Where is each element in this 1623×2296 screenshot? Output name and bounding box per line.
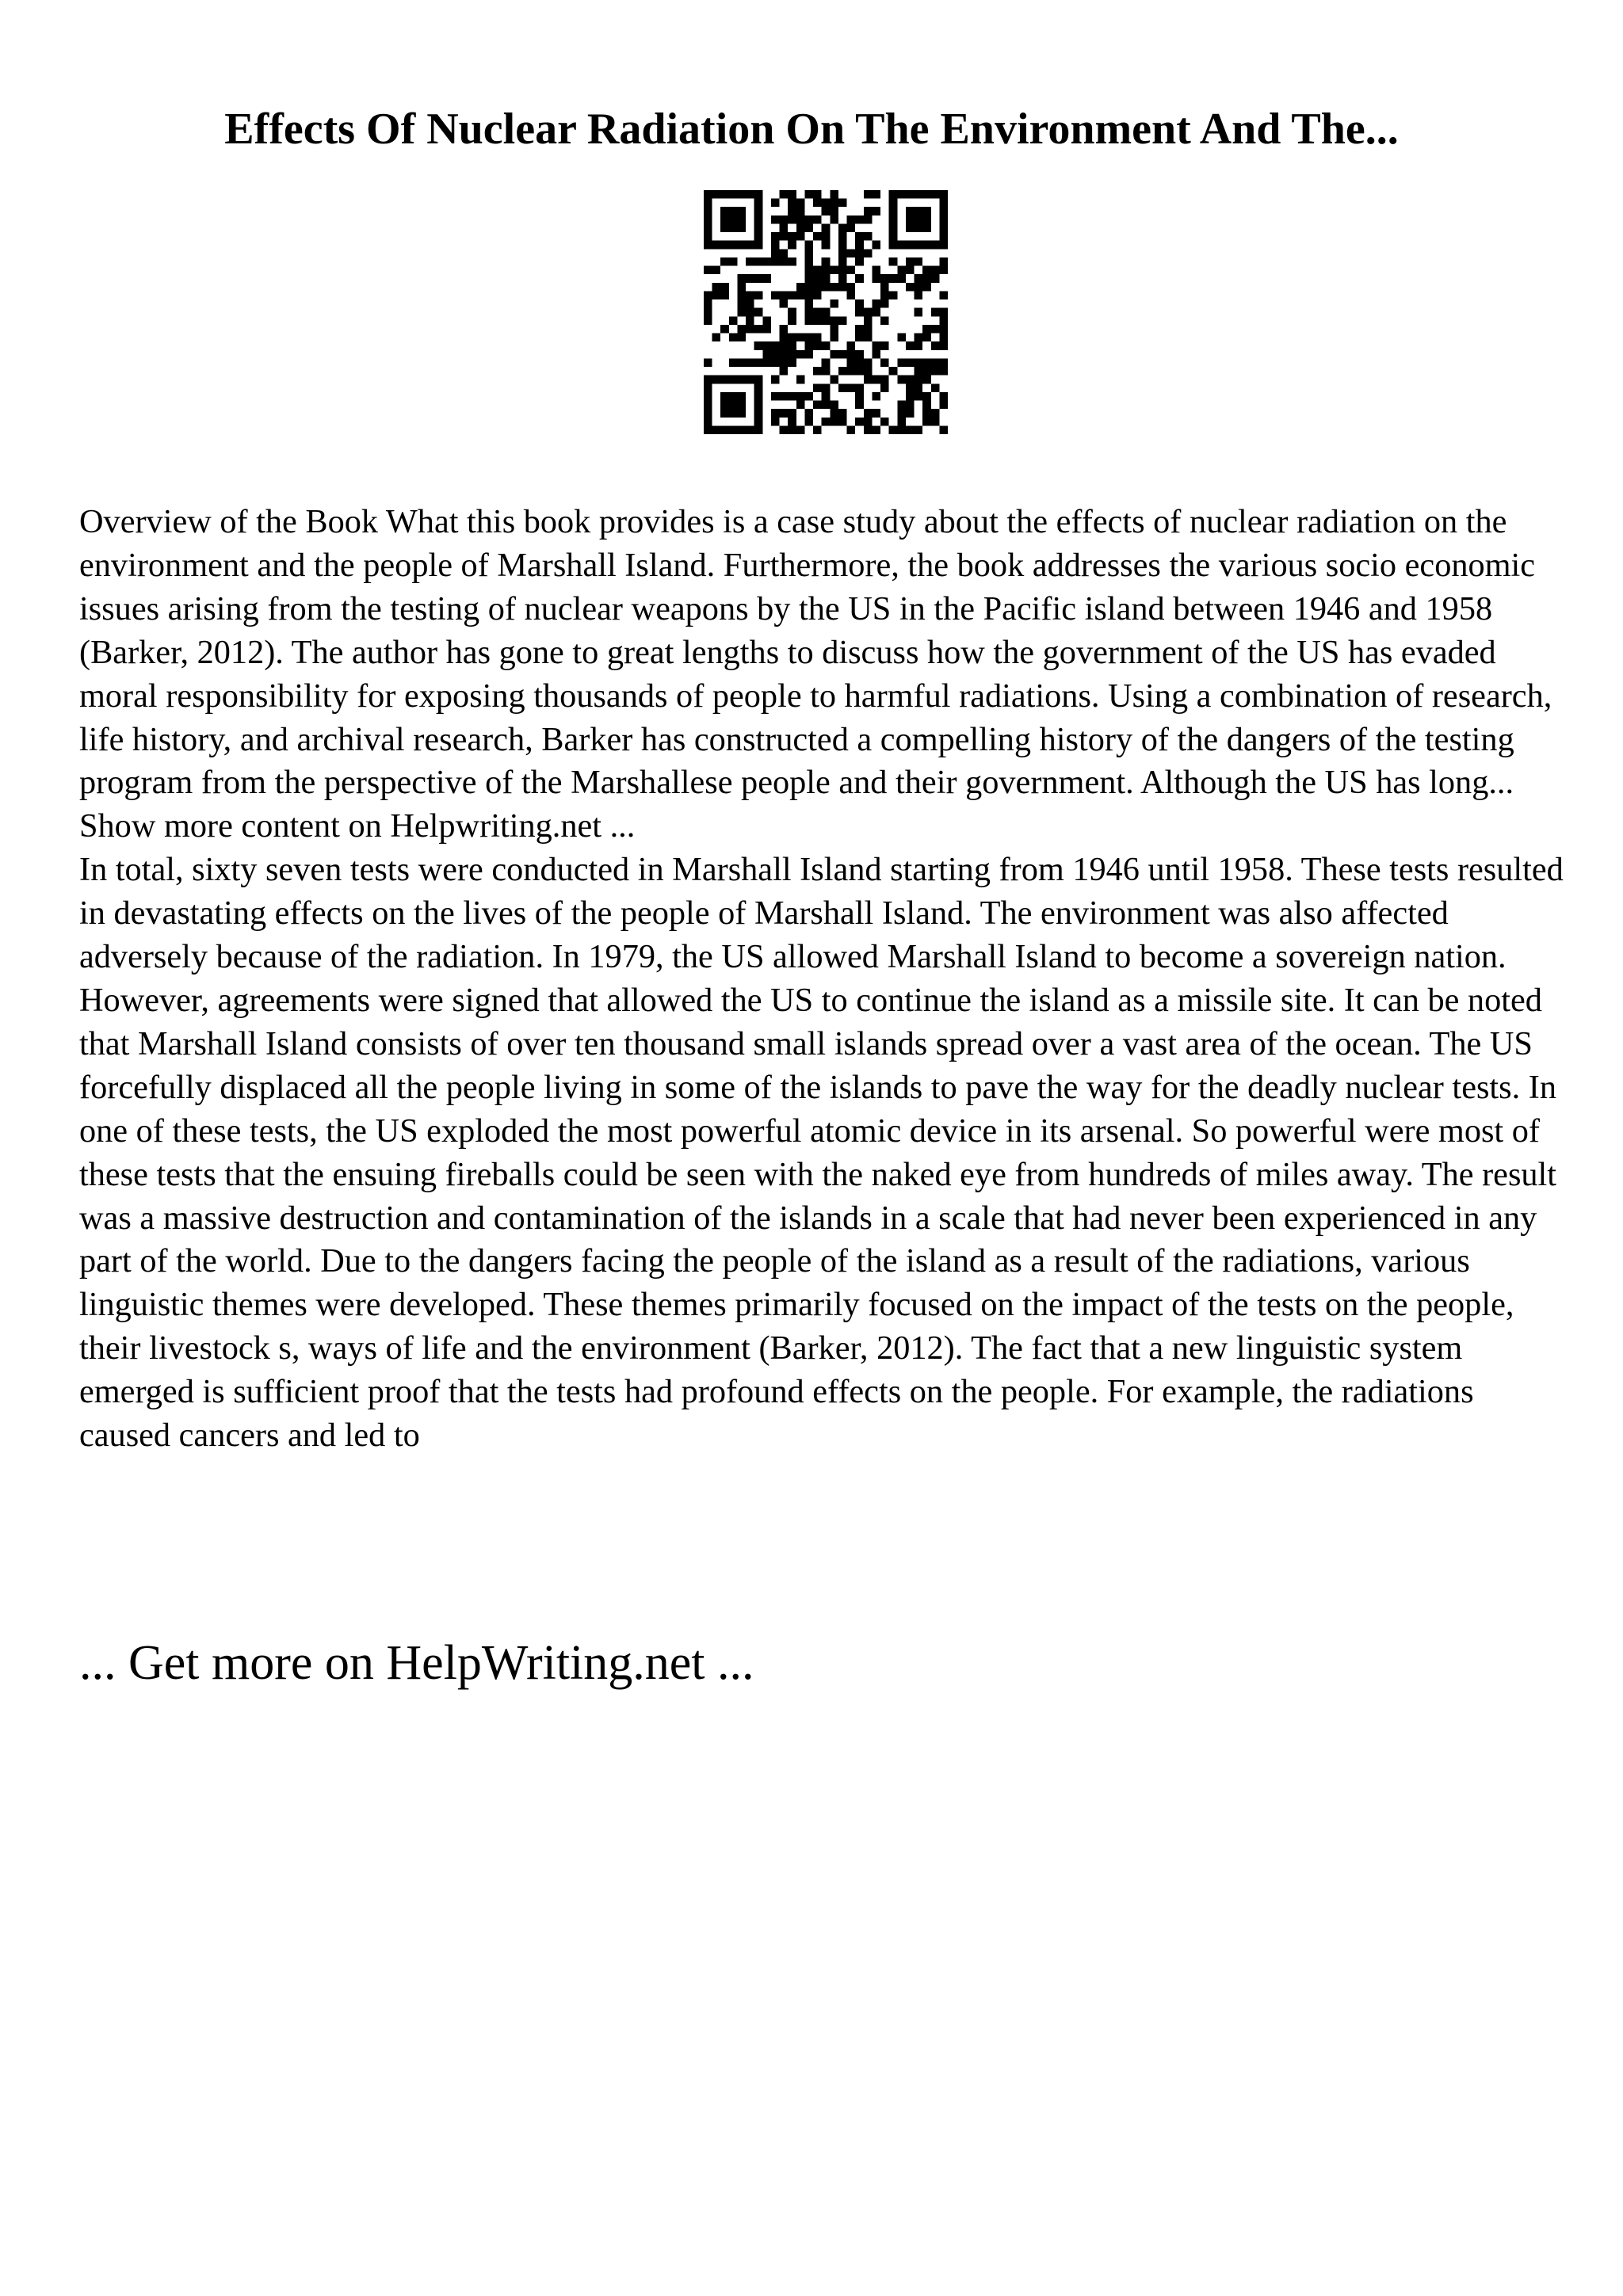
document-body bbox=[79, 501, 1569, 1458]
qr-code-icon bbox=[704, 190, 948, 434]
body-paragraph-tests: In total, sixty seven tests were conducted in Marshall Island starting from 1946 until 1958. These tests resulted in devastating effects on the lives of the people of Marshall Island. The environment was also affected adversely because of the radiation. In 1979, the US allowed Marshall Island to become a sovereign nation. However, agreements were signed that allowed the US to continue the island as a missile site. It can be noted that Marshall Island consists of over ten thousand small islands spread over a vast area of the ocean. The US forcefully displaced all the people living in some of the islands to pave the way for the deadly nuclear tests. In one of these tests, the US exploded the most powerful atomic device in its arsenal. So powerful were most of these tests that the ensuing fireballs could be seen with the naked eye from hundreds of miles away. The result was a massive destruction and contamination of the islands in a scale that had never been experienced in any part of the world. Due to the dangers facing the people of the island as a result of the radiations, various linguistic themes were developed. These themes primarily focused on the impact of the tests on the people, their livestock s, ways of life and the environment (Barker, 2012). The fact that a new linguistic system emerged is sufficient proof that the tests had profound effects on the people. For example, the radiations caused cancers and led to bbox=[79, 851, 1564, 1455]
body-paragraph-overview: Overview of the Book What this book provides is a case study about the effects of nuclear radiation on the environment and the people of Marshall Island. Furthermore, the book addresses the various socio economic issues arising from the testing of nuclear weapons by the US in the Pacific island between 1946 and 1958 (Barker, 2012). The author has gone to great lengths to discuss how the government of the US has evaded moral responsibility for exposing thousands of people to harmful radiations. Using a combination of research, life history, and archival research, Barker has constructed a compelling history of the dangers of the testing program from the perspective of the Marshallese people and their government. Although the US has long... Show more content on Helpwriting.net ... bbox=[79, 503, 1552, 845]
document-title: Effects Of Nuclear Radiation On The Environment And The... bbox=[224, 105, 1399, 154]
get-more-link[interactable]: ... Get more on HelpWriting.net ... bbox=[79, 1636, 754, 1690]
